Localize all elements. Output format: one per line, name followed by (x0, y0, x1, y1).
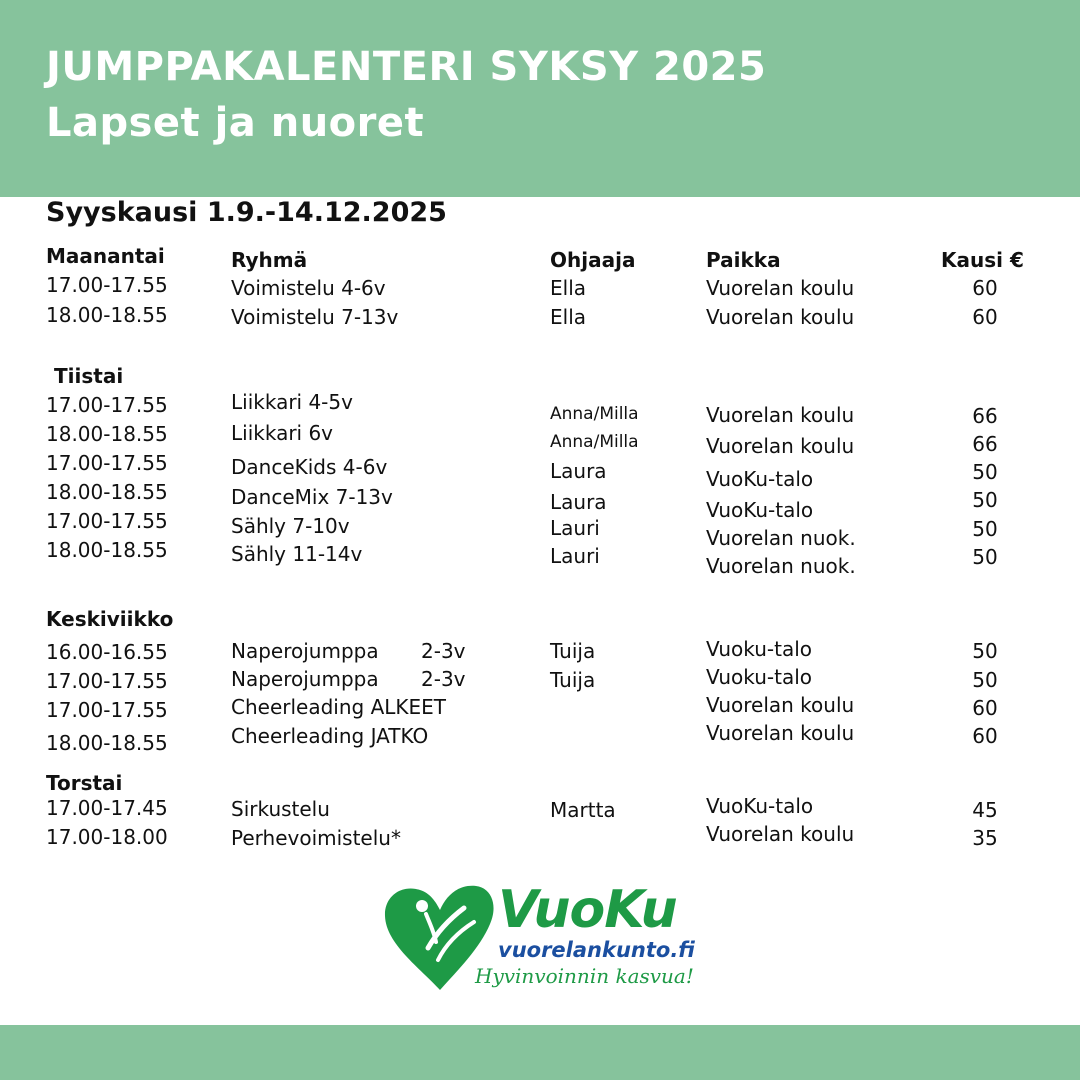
row-instructor: Anna/Milla (550, 404, 639, 424)
row-time: 18.00-18.55 (46, 731, 168, 755)
row-place: Vuorelan koulu (706, 822, 855, 846)
row-instructor: Laura (550, 459, 607, 483)
row-fee: 50 (972, 517, 998, 541)
row-fee: 45 (972, 798, 998, 822)
row-group: Liikkari 4-5v (231, 390, 353, 414)
day-label-tuesday: Tiistai (54, 364, 124, 388)
row-time: 17.00-17.45 (46, 796, 168, 820)
row-instructor: Anna/Milla (550, 432, 639, 452)
row-instructor: Ella (550, 276, 587, 300)
row-fee: 50 (972, 488, 998, 512)
row-group: Voimistelu 4-6v (231, 276, 386, 300)
day-label-monday: Maanantai (46, 244, 165, 268)
row-fee: 50 (972, 460, 998, 484)
row-instructor: Lauri (550, 544, 600, 568)
row-fee: 66 (972, 432, 998, 456)
row-fee: 60 (972, 724, 998, 748)
row-instructor: Martta (550, 798, 616, 822)
logo-slogan: Hyvinvoinnin kasvua! (475, 964, 694, 988)
column-header-fee: Kausi € (941, 248, 1024, 272)
row-fee: 60 (972, 276, 998, 300)
row-fee: 66 (972, 404, 998, 428)
day-label-thursday: Torstai (46, 771, 123, 795)
day-label-wednesday: Keskiviikko (46, 607, 174, 631)
row-time: 18.00-18.55 (46, 303, 168, 327)
row-group: DanceMix 7-13v (231, 485, 393, 509)
row-place: Vuorelan nuok. (706, 526, 856, 550)
row-group: Sirkustelu (231, 797, 330, 821)
row-time: 17.00-18.00 (46, 825, 168, 849)
row-group: Sähly 11-14v (231, 542, 363, 566)
row-place: Vuorelan koulu (706, 276, 855, 300)
row-time: 17.00-17.55 (46, 393, 168, 417)
row-group: Perhevoimistelu* (231, 826, 401, 850)
row-place: Vuorelan koulu (706, 305, 855, 329)
header-banner (0, 0, 1080, 197)
row-place: Vuorelan koulu (706, 721, 855, 745)
row-time: 18.00-18.55 (46, 422, 168, 446)
row-fee: 60 (972, 305, 998, 329)
row-group: DanceKids 4-6v (231, 455, 388, 479)
row-time: 17.00-17.55 (46, 698, 168, 722)
row-instructor: Tuija (550, 639, 596, 663)
row-instructor: Ella (550, 305, 587, 329)
row-place: Vuoku-talo (706, 637, 812, 661)
column-header-group: Ryhmä (231, 248, 308, 272)
page-title: JUMPPAKALENTERI SYKSY 2025 (46, 44, 767, 90)
row-place: Vuorelan koulu (706, 434, 855, 458)
row-fee: 50 (972, 668, 998, 692)
row-place: Vuoku-talo (706, 665, 812, 689)
row-group: Naperojumppa (231, 667, 379, 691)
row-fee: 60 (972, 696, 998, 720)
row-time: 18.00-18.55 (46, 538, 168, 562)
row-instructor: Laura (550, 490, 607, 514)
row-place: VuoKu-talo (706, 467, 814, 491)
row-time: 16.00-16.55 (46, 640, 168, 664)
row-group: Sähly 7-10v (231, 514, 350, 538)
column-header-instructor: Ohjaaja (550, 248, 636, 272)
logo-brand: VuoKu (498, 880, 677, 940)
row-place: Vuorelan koulu (706, 693, 855, 717)
row-group: Liikkari 6v (231, 421, 334, 445)
row-instructor: Lauri (550, 516, 600, 540)
row-time: 17.00-17.55 (46, 509, 168, 533)
row-time: 17.00-17.55 (46, 273, 168, 297)
footer-band (0, 1025, 1080, 1080)
row-fee: 50 (972, 639, 998, 663)
row-place: Vuorelan nuok. (706, 554, 856, 578)
season-dates: Syyskausi 1.9.-14.12.2025 (46, 197, 447, 228)
row-time: 17.00-17.55 (46, 451, 168, 475)
row-age: 2-3v (421, 639, 466, 663)
row-time: 17.00-17.55 (46, 669, 168, 693)
logo-url: vuorelankunto.fi (498, 938, 695, 962)
row-place: VuoKu-talo (706, 794, 814, 818)
row-age: 2-3v (421, 667, 466, 691)
row-group: Voimistelu 7-13v (231, 305, 399, 329)
row-group: Cheerleading ALKEET (231, 695, 446, 719)
row-place: Vuorelan koulu (706, 403, 855, 427)
row-time: 18.00-18.55 (46, 480, 168, 504)
row-fee: 50 (972, 545, 998, 569)
row-group: Cheerleading JATKO (231, 724, 429, 748)
row-fee: 35 (972, 826, 998, 850)
column-header-place: Paikka (706, 248, 781, 272)
row-instructor: Tuija (550, 668, 596, 692)
vuoku-logo (380, 878, 710, 998)
page-subtitle: Lapset ja nuoret (46, 100, 425, 146)
row-place: VuoKu-talo (706, 498, 814, 522)
row-group: Naperojumppa (231, 639, 379, 663)
